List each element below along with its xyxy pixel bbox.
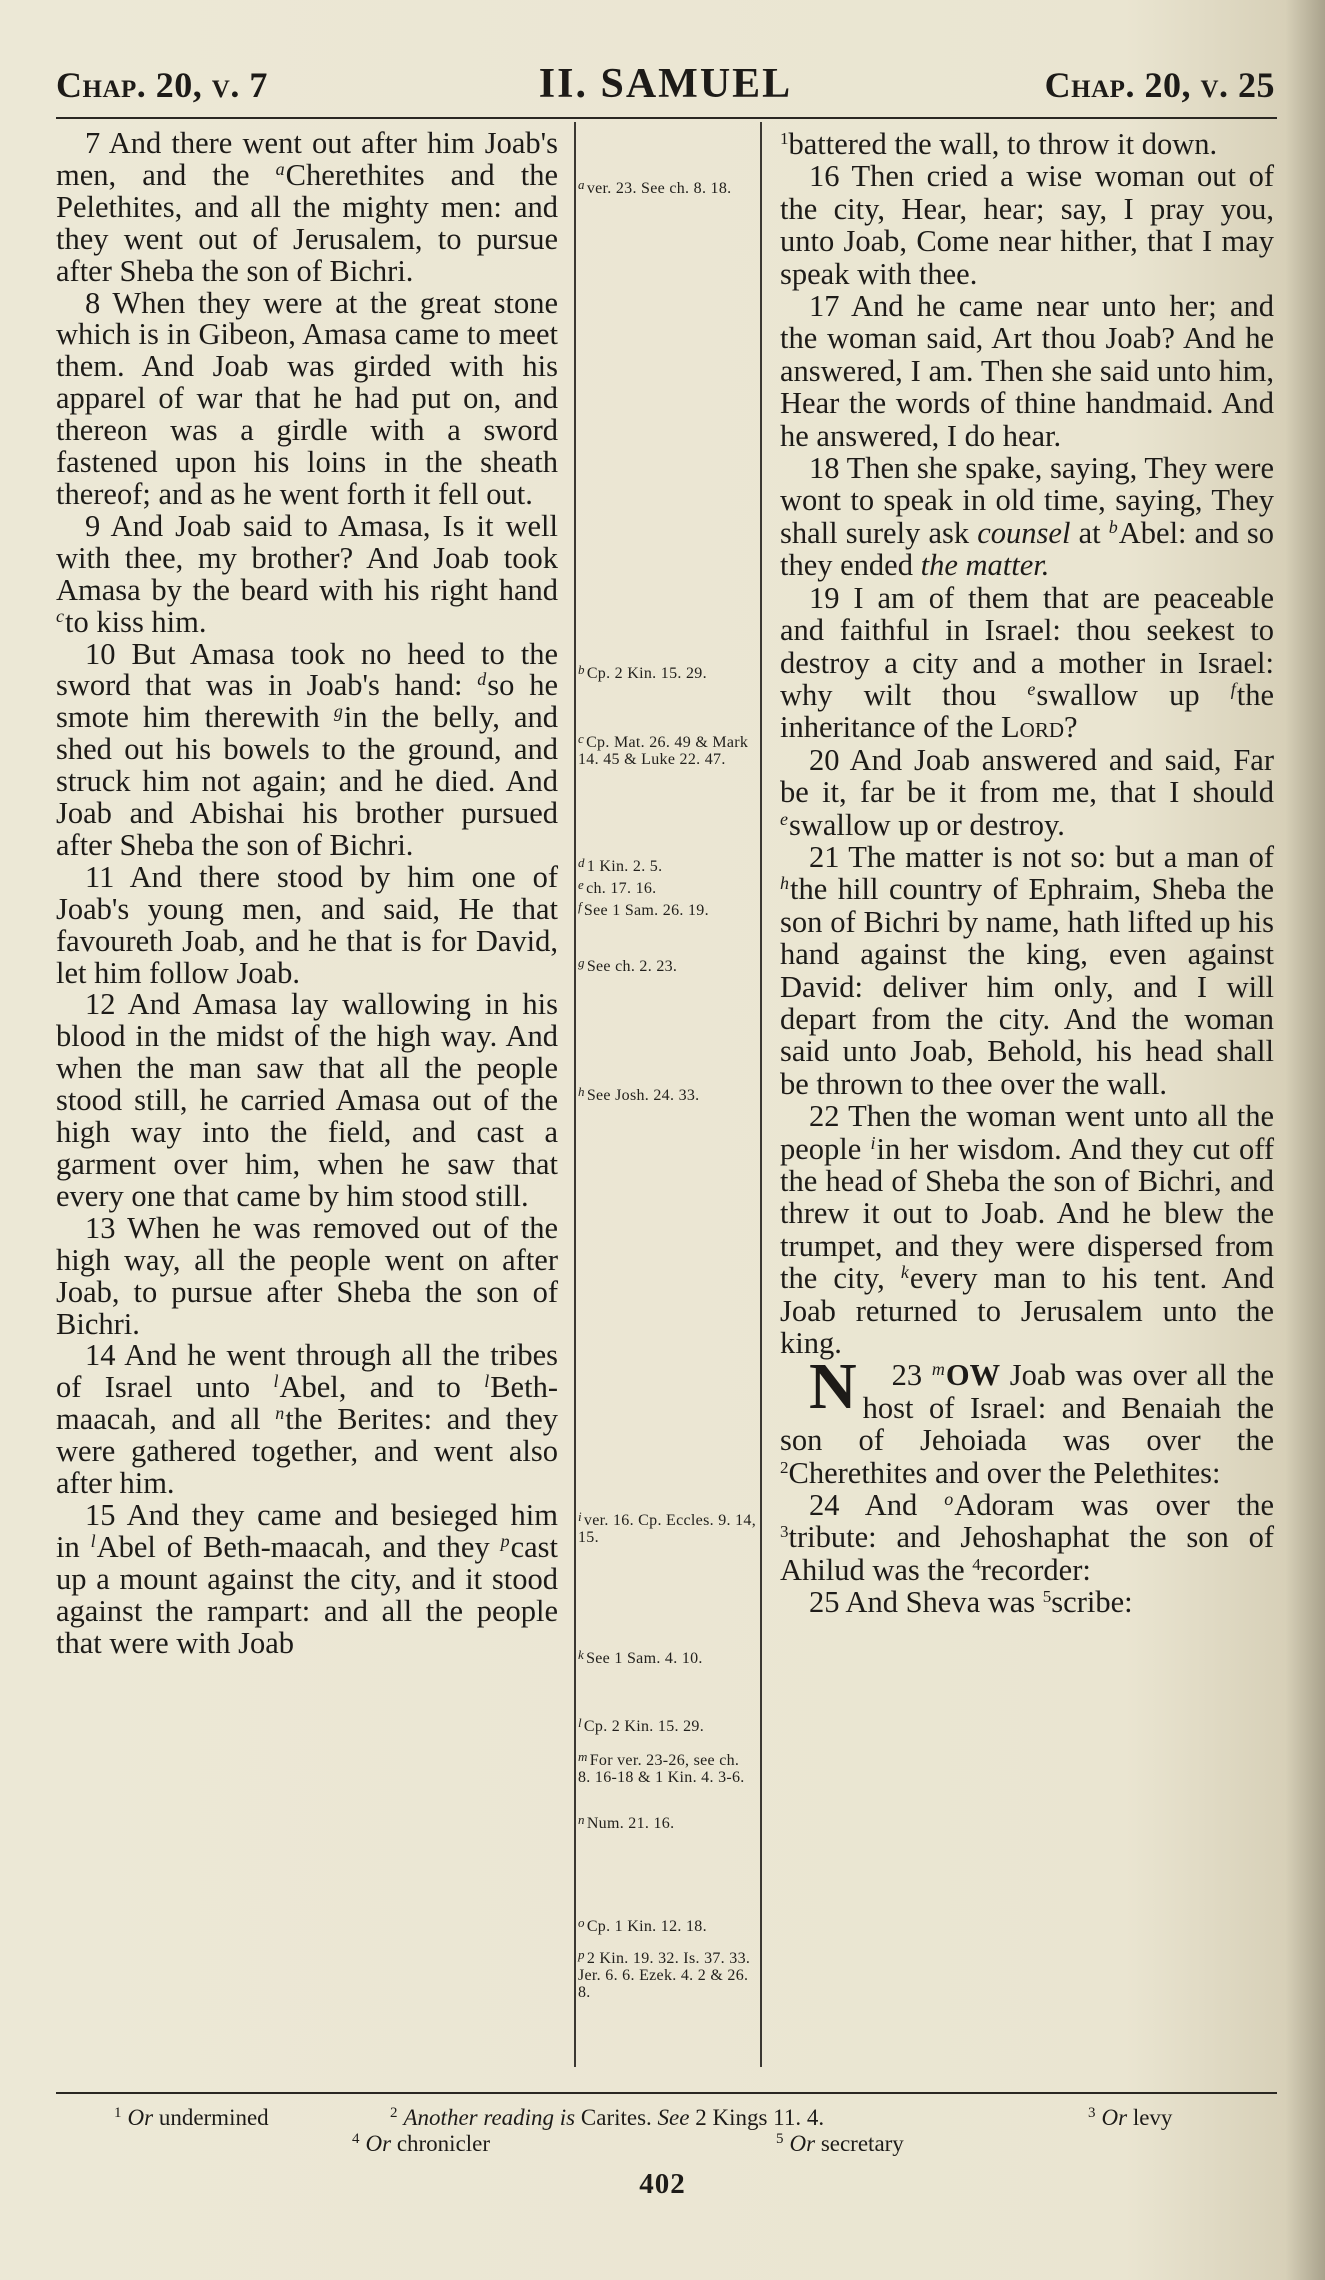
verse-text: The matter is not so: but a man of — [848, 839, 1274, 874]
verse-24 — [780, 1489, 1274, 1586]
reference-mark: e — [1027, 678, 1036, 699]
right-text-column — [780, 128, 1274, 1619]
ref-key: a — [578, 177, 585, 192]
verse-text: battered the wall, to throw it down. — [788, 127, 1218, 161]
ref-text: Cp. 2 Kin. 15. 29. — [583, 1718, 704, 1735]
verse-number: 20 — [808, 742, 840, 777]
verse-text: Then cried a wise woman out of the city, Hear, hear; say, I pray you, unto Joab, Come near hither, that I may speak with thee. — [780, 159, 1274, 291]
footnote-text: secretary — [820, 2131, 904, 2156]
verse-number: 21 — [808, 839, 840, 874]
margin-ref-c — [578, 730, 756, 768]
column-divider-right — [760, 122, 762, 2067]
ref-text: Cp. Mat. 26. 49 & Mark 14. 45 & Luke 22. 47. — [578, 734, 749, 768]
verse-number: 8 — [84, 285, 101, 320]
verse-25 — [780, 1586, 1274, 1618]
verse-text: the inheritance of the — [780, 677, 1274, 745]
verse-text: And they came and besieged him in — [56, 1497, 558, 1564]
verse-text: cast up a mount against the city, and it stood against the rampart: and all the people that were with Joab — [56, 1529, 558, 1660]
footnote-mark: 5 — [1042, 1587, 1052, 1607]
verse-text: And there went out after him Joab's men, and the — [56, 126, 558, 192]
margin-ref-a — [578, 176, 756, 197]
ref-text: 1 Kin. 2. 5. — [586, 858, 663, 875]
margin-ref-l — [578, 1714, 756, 1735]
verse-text: And there stood by him one of Joab's young men, and said, He that favoureth Joab, and he that is for David, let him follow Joab. — [56, 859, 558, 990]
verse-text: I am of them that are peaceable and faithful in Israel: thou seekest to destroy a city and a mother in Israel: why wilt thou — [780, 580, 1274, 712]
verse-text: Joab was over all the host of Israel: and Benaiah the son of Jehoiada was over the — [780, 1358, 1275, 1458]
verse-15 — [56, 1497, 558, 1660]
column-divider-left — [574, 122, 576, 2067]
verse-number: 9 — [84, 508, 101, 543]
footnote-number: 3 — [1088, 2105, 1096, 2121]
footnote-or: Or — [365, 2131, 392, 2156]
ref-key: i — [578, 1509, 582, 1524]
footnote-number: 4 — [352, 2131, 360, 2147]
margin-ref-k — [578, 1646, 756, 1667]
reference-mark: l — [90, 1530, 96, 1551]
verse-text: at — [1070, 515, 1109, 550]
footnote-1 — [114, 2100, 269, 2131]
margin-ref-p — [578, 1946, 756, 2001]
verse-19 — [780, 582, 1274, 744]
footnote-mark: 2 — [780, 1457, 789, 1477]
reference-mark: l — [484, 1371, 490, 1392]
margin-ref-n — [578, 1811, 756, 1832]
verse-text: in her wisdom. And they cut off the head of Sheba the son of Bichri, and threw it out to Joab. And he blew the trumpet, and they were dispersed from the city, — [780, 1131, 1274, 1296]
verse-16 — [780, 160, 1274, 290]
verse-number: 13 — [84, 1210, 116, 1245]
verse-7 — [56, 128, 558, 288]
margin-ref-i — [578, 1508, 756, 1546]
reference-mark: a — [275, 158, 285, 179]
ref-key: d — [578, 855, 585, 870]
footnote-3 — [1088, 2100, 1172, 2131]
footnote-or: Or — [127, 2105, 154, 2130]
verse-text: swallow up — [1036, 677, 1231, 712]
drop-capital: N — [808, 1350, 857, 1424]
footnote-text: levy — [1132, 2105, 1173, 2130]
ref-text: Cp. 2 Kin. 15. 29. — [586, 665, 707, 682]
reference-mark: e — [780, 808, 788, 829]
verse-23 — [780, 1350, 1275, 1490]
verse-18 — [780, 452, 1274, 582]
footnote-italic: Another reading is — [403, 2105, 576, 2130]
verse-text: swallow up or destroy. — [789, 807, 1065, 842]
verse-text: scribe: — [1051, 1585, 1133, 1620]
ref-key: g — [578, 955, 585, 970]
verse-text: And — [864, 1488, 945, 1523]
header-chapter-left: Chap. 20, v. 7 — [56, 65, 268, 105]
ref-key: b — [578, 662, 585, 677]
verse-text: When they were at the great stone which is in Gibeon, Amasa came to meet them. And Joab was girded with his apparel of war that he had put on, and thereon was a girdle with a sword fastened upon his loins in the sheath thereof; and as he went forth it fell out. — [56, 285, 559, 511]
margin-ref-m — [578, 1748, 756, 1786]
verse-number: 24 — [808, 1488, 840, 1523]
verse-number: 17 — [808, 289, 840, 324]
section-opening: OW — [945, 1358, 1001, 1393]
footnote-or: Or — [1101, 2105, 1128, 2130]
verse-number: 12 — [84, 987, 116, 1022]
ref-key: m — [578, 1749, 588, 1764]
verse-13 — [56, 1210, 558, 1341]
ref-text: ver. 16. Cp. Eccles. 9. 14, 15. — [578, 1512, 756, 1546]
ref-text: ver. 23. See ch. 8. 18. — [586, 180, 732, 197]
verse-text: the hill country of Ephraim, Sheba the son of Bichri by name, hath lifted up his hand against the king, even against David: deliver him only, and I will depart from the city. And the woman said unto Joab, Behold, his head shall be thrown to thee over the wall. — [780, 872, 1274, 1101]
ref-key: o — [578, 1915, 585, 1930]
verse-text: ? — [1064, 710, 1078, 745]
margin-ref-f — [578, 898, 756, 919]
verse-10 — [56, 636, 559, 862]
verse-15-continued — [780, 128, 1274, 160]
reference-mark: k — [900, 1262, 909, 1283]
footnote-text: undermined — [158, 2105, 269, 2130]
verse-number: 19 — [808, 580, 840, 615]
ref-key: c — [578, 731, 585, 746]
verse-14 — [56, 1340, 558, 1500]
verse-11 — [56, 859, 558, 990]
reference-mark: b — [1108, 516, 1118, 537]
left-text-column — [56, 128, 558, 1660]
reference-mark: d — [477, 669, 487, 690]
reference-mark: p — [500, 1530, 510, 1551]
ref-key: l — [578, 1715, 582, 1730]
footnote-number: 2 — [390, 2105, 398, 2121]
ref-text: Cp. 1 Kin. 12. 18. — [586, 1918, 707, 1935]
verse-text: But Amasa took no heed to the sword that was in Joab's hand: — [56, 636, 558, 703]
verse-number: 23 — [891, 1358, 923, 1393]
verse-text: And Joab answered and said, Far be it, far be it from me, that I should — [780, 742, 1274, 810]
ref-text: See ch. 2. 23. — [586, 958, 678, 975]
verse-text: the Berites: and they were gathered together, and went also after him. — [56, 1402, 558, 1501]
footnote-rule — [56, 2092, 1277, 2094]
ref-key: e — [578, 877, 585, 892]
reference-mark: c — [56, 605, 64, 626]
verse-text: in the belly, and shed out his bowels to the ground, and struck him not again; and he died. And Joab and Abishai his brother pursued after Sheba the son of Bichri. — [56, 700, 559, 862]
footnote-reference: 2 Kings 11. 4. — [695, 2105, 825, 2130]
footnote-text: Carites. — [580, 2105, 652, 2130]
verse-number: 15 — [84, 1497, 116, 1532]
ref-key: k — [578, 1647, 585, 1662]
footnote-mark: 3 — [780, 1522, 789, 1542]
reference-mark: m — [931, 1359, 945, 1380]
ref-text: See 1 Sam. 4. 10. — [586, 1650, 703, 1667]
ref-text: 2 Kin. 19. 32. Is. 37. 33. Jer. 6. 6. Ezek. 4. 2 & 26. 8. — [578, 1950, 751, 2001]
margin-ref-h — [578, 1083, 756, 1104]
verse-text: Then the woman went unto all the people — [780, 1099, 1274, 1166]
ref-text: ch. 17. 16. — [586, 880, 657, 897]
margin-ref-o — [578, 1914, 756, 1935]
italic-word: the matter. — [920, 548, 1050, 583]
footnote-or: Or — [789, 2131, 816, 2156]
verse-text: Beth-maacah, and all — [56, 1370, 558, 1437]
footnote-mark: 1 — [780, 129, 789, 148]
ref-text: For ver. 23-26, see ch. 8. 16-18 & 1 Kin. 4. 3-6. — [578, 1752, 745, 1786]
running-header — [56, 58, 1275, 110]
verse-22 — [780, 1100, 1274, 1359]
footnote-5 — [776, 2126, 904, 2157]
verse-text: Adoram was over the — [954, 1488, 1274, 1523]
header-chapter-right: Chap. 20, v. 25 — [1044, 65, 1275, 105]
ref-key: p — [578, 1947, 585, 1962]
margin-ref-b — [578, 661, 756, 682]
verse-number: 22 — [808, 1099, 840, 1134]
margin-ref-e — [578, 876, 756, 897]
divine-name: Lord — [1001, 710, 1064, 745]
verse-text: tribute: and Jehoshaphat the son of Ahilud was the — [780, 1520, 1274, 1587]
verse-20 — [780, 744, 1274, 841]
verse-text: Cherethites and the Pelethites, and all the mighty men: and they went out of Jerusalem, to pursue after Sheba the son of Bichri. — [56, 157, 559, 288]
verse-12 — [56, 989, 558, 1212]
verse-number: 16 — [808, 159, 840, 194]
reference-mark: i — [870, 1132, 876, 1153]
verse-text: Then she spake, saying, They were wont to speak in old time, saying, They shall surely ask — [780, 451, 1274, 550]
verse-text: every man to his tent. And Joab returned to Jerusalem unto the king. — [780, 1261, 1274, 1361]
verse-text: And Sheva was — [845, 1585, 1043, 1620]
verse-text: Abel, and to — [279, 1370, 485, 1405]
ref-text: See Josh. 24. 33. — [586, 1087, 700, 1104]
ref-key: n — [578, 1812, 585, 1827]
footnotes — [56, 2100, 1277, 2156]
ref-text: Num. 21. 16. — [586, 1815, 675, 1832]
verse-text: And Amasa lay wallowing in his blood in the midst of the high way. And when the man saw that all the people stood still, he carried Amasa out of the high way into the field, and cast a garment over him, when he saw that every one that came by him stood still. — [56, 987, 558, 1213]
verse-text: recorder: — [980, 1552, 1091, 1587]
margin-ref-g — [578, 954, 756, 975]
verse-text: Abel of Beth-maacah, and they — [96, 1529, 501, 1564]
verse-9 — [56, 508, 558, 639]
ref-text: See 1 Sam. 26. 19. — [583, 902, 709, 919]
verse-17 — [780, 290, 1274, 452]
margin-ref-d — [578, 854, 756, 875]
header-rule — [56, 117, 1277, 119]
verse-number: 25 — [808, 1585, 840, 1620]
footnote-text: chronicler — [396, 2131, 491, 2156]
ref-key: h — [578, 1084, 585, 1099]
verse-text: Abel: and so they ended — [780, 515, 1274, 583]
page-number: 402 — [639, 2168, 686, 2200]
verse-text: to kiss him. — [65, 604, 207, 639]
footnote-number: 5 — [776, 2131, 784, 2147]
verse-number: 10 — [84, 636, 116, 671]
footnote-mark: 4 — [972, 1554, 981, 1574]
verse-text: And he went through all the tribes of Israel unto — [56, 1338, 558, 1405]
verse-number: 7 — [84, 126, 101, 160]
verse-number: 14 — [84, 1338, 116, 1373]
ref-key: f — [578, 899, 582, 914]
footnote-number: 1 — [114, 2105, 122, 2121]
verse-text: And Joab said to Amasa, Is it well with thee, my brother? And Joab took Amasa by the beard with his right hand — [56, 508, 558, 607]
verse-text: When he was removed out of the high way, all the people went on after Joab, to pursue after Sheba the son of Bichri. — [56, 1210, 558, 1341]
reference-mark: f — [1230, 678, 1236, 699]
verse-text: so he smote him therewith — [56, 668, 558, 735]
reference-mark: n — [275, 1403, 285, 1424]
verse-8 — [56, 285, 559, 511]
footnote-4 — [352, 2126, 490, 2157]
verse-21 — [780, 841, 1274, 1100]
verse-text: And he came near unto her; and the woman said, Art thou Joab? And he answered, I am. Then she said unto him, Hear the words of thine handmaid. And he answered, I do hear. — [780, 289, 1275, 453]
reference-mark: g — [333, 701, 343, 722]
reference-mark: o — [944, 1489, 954, 1510]
reference-mark: l — [273, 1371, 279, 1392]
verse-number: 18 — [808, 451, 840, 486]
footnote-see: See — [657, 2105, 690, 2130]
verse-number: 11 — [84, 859, 115, 894]
header-book-title: II. SAMUEL — [538, 61, 793, 107]
verse-text: Cherethites and over the Pelethites: — [788, 1455, 1221, 1490]
reference-mark: h — [780, 873, 789, 894]
italic-word: counsel — [977, 515, 1071, 550]
